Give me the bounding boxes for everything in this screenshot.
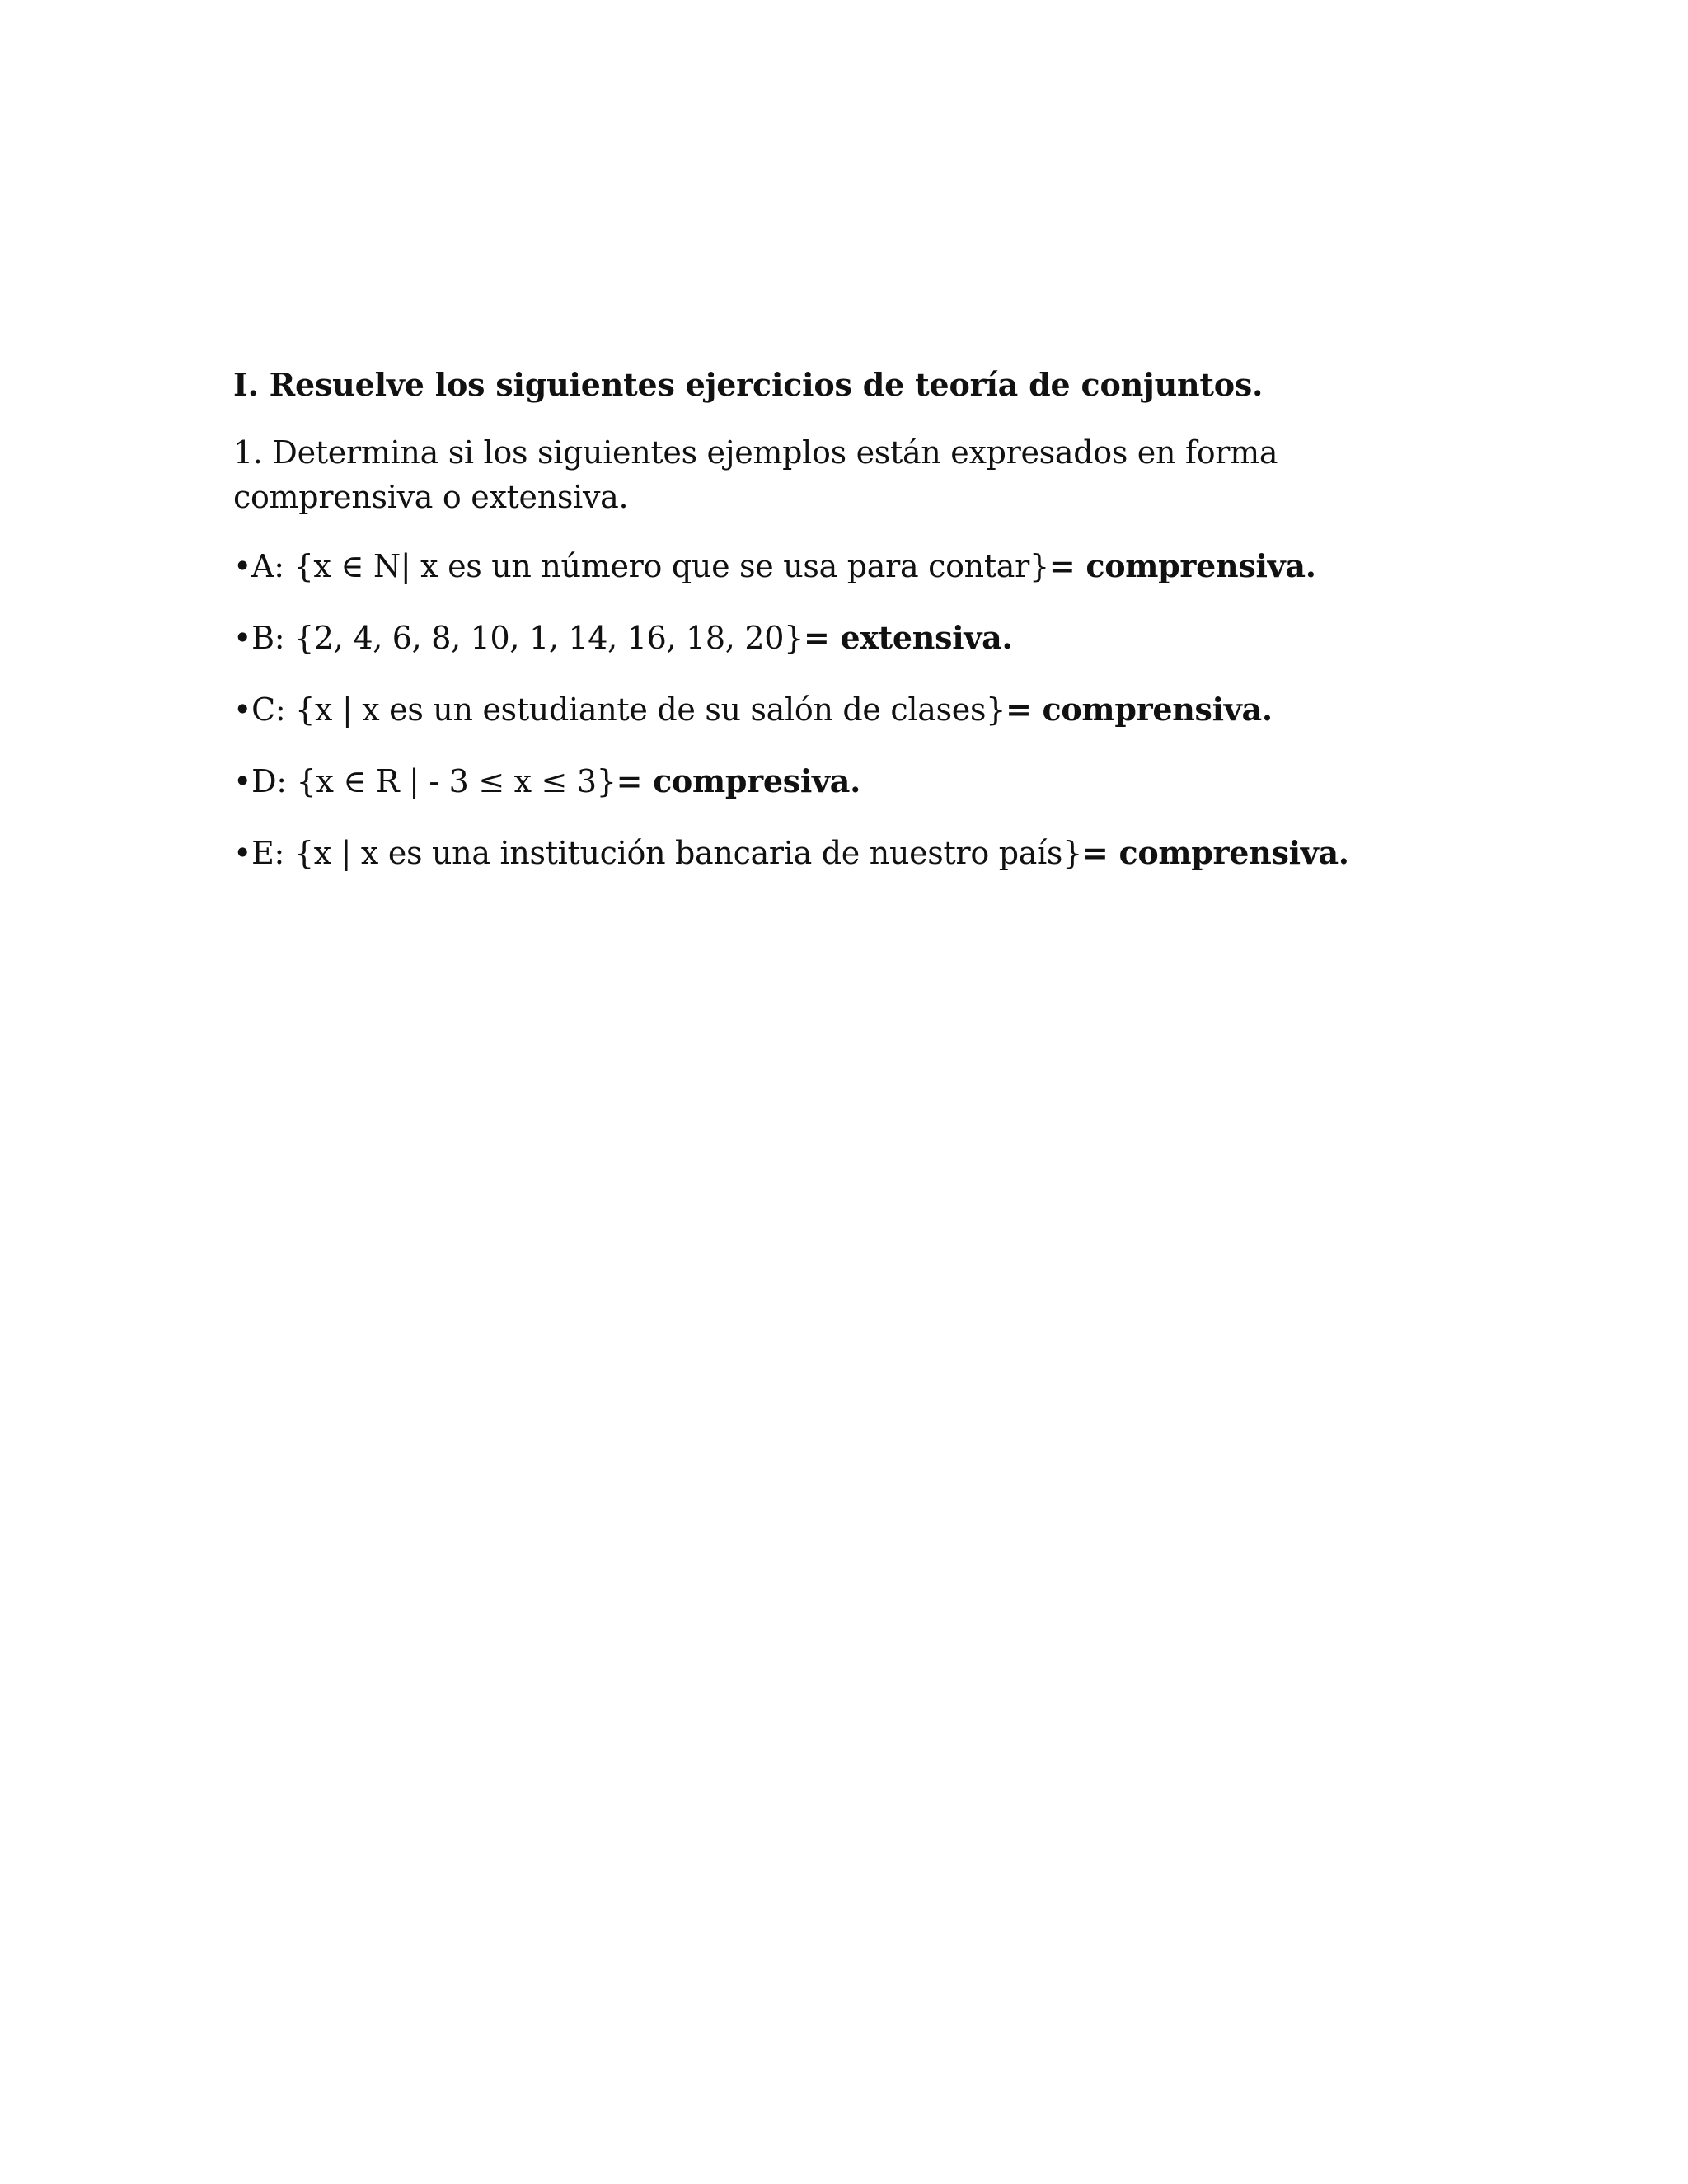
item-answer: = comprensiva.	[1048, 547, 1316, 584]
item-answer: = comprensiva.	[1006, 691, 1273, 728]
list-item-a	[233, 544, 1470, 588]
item-set: {x | x es un estudiante de su salón de clases}	[295, 691, 1006, 728]
item-label: •D:	[233, 763, 297, 799]
item-label: •E:	[233, 835, 294, 871]
list-item-c	[233, 687, 1470, 732]
item-set: {x | x es una institución bancaria de nuestro país}	[293, 835, 1083, 871]
section-heading: I. Resuelve los siguientes ejercicios de teoría de conjuntos.	[233, 366, 1264, 403]
list-item-d	[233, 759, 1470, 804]
list-item-e	[233, 831, 1470, 875]
item-set: {x ∈ N| x es un número que se usa para contar}	[293, 548, 1049, 584]
item-answer: = comprensiva.	[1082, 834, 1349, 871]
item-answer: = compresiva.	[616, 762, 861, 799]
item-set: {2, 4, 6, 8, 10, 1, 14, 16, 18, 20}	[294, 620, 804, 656]
item-label: •C:	[233, 691, 296, 728]
list-item-b	[233, 616, 1470, 660]
item-label: •B:	[233, 620, 295, 656]
item-set: {x ∈ R | - 3 ≤ x ≤ 3}	[296, 763, 617, 799]
instruction-text: 1. Determina si los siguientes ejemplos están expresados en forma comprensiva o extensiva.	[233, 434, 1278, 515]
item-answer: = extensiva.	[803, 619, 1013, 656]
document-content	[233, 363, 1470, 902]
item-label: •A:	[233, 548, 294, 584]
